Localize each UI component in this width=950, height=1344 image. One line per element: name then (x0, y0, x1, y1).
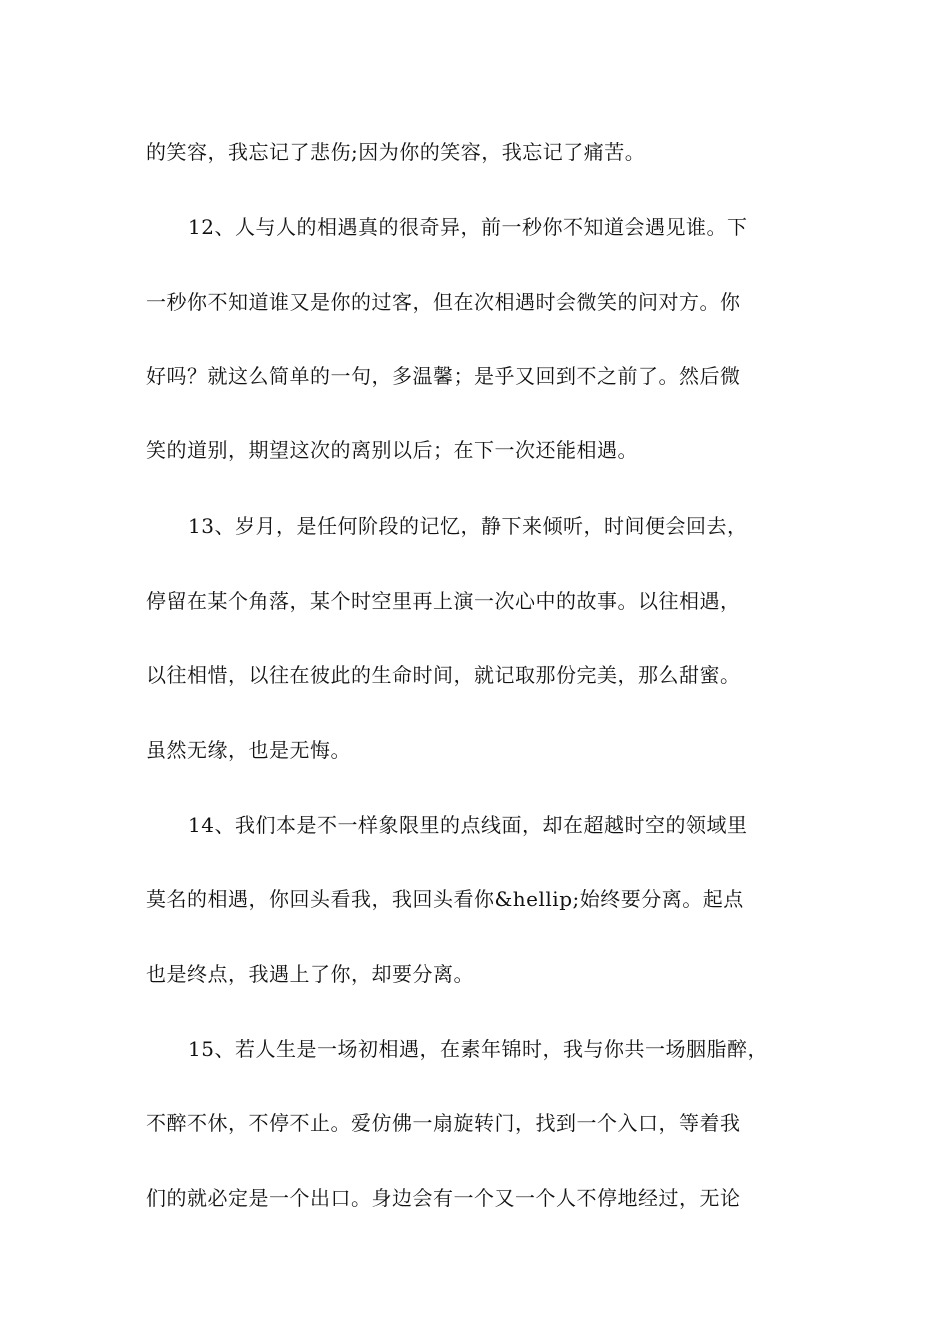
text-line: 们的就必定是一个出口。身边会有一个又一个人不停地经过，无论 (146, 1186, 741, 1210)
paragraph-15-line: 15、若人生是一场初相遇，在素年锦时，我与你共一场胭脂醉， (188, 1037, 768, 1061)
paragraph-14-line: 14、我们本是不一样象限里的点线面，却在超越时空的领域里 (188, 813, 748, 837)
text-line: 虽然无缘，也是无悔。 (146, 738, 351, 762)
text-line: 好吗？就这么简单的一句，多温馨；是乎又回到不之前了。然后微 (146, 364, 741, 388)
text-line: 以往相惜，以往在彼此的生命时间，就记取那份完美，那么甜蜜。 (146, 663, 741, 687)
text-line: 也是终点，我遇上了你，却要分离。 (146, 962, 474, 986)
paragraph-13-line: 13、岁月，是任何阶段的记忆，静下来倾听，时间便会回去， (188, 514, 748, 538)
text-line: 一秒你不知道谁又是你的过客，但在次相遇时会微笑的问对方。你 (146, 290, 741, 314)
text-line: 停留在某个角落，某个时空里再上演一次心中的故事。以往相遇， (146, 589, 741, 613)
text-line: 的笑容，我忘记了悲伤;因为你的笑容，我忘记了痛苦。 (146, 140, 646, 164)
text-line: 莫名的相遇，你回头看我，我回头看你&hellip;始终要分离。起点 (146, 887, 744, 911)
text-line: 笑的道别，期望这次的离别以后；在下一次还能相遇。 (146, 438, 638, 462)
text-line: 不醉不休，不停不止。爱仿佛一扇旋转门，找到一个入口，等着我 (146, 1111, 741, 1135)
paragraph-12-line: 12、人与人的相遇真的很奇异，前一秒你不知道会遇见谁。下 (188, 215, 748, 239)
